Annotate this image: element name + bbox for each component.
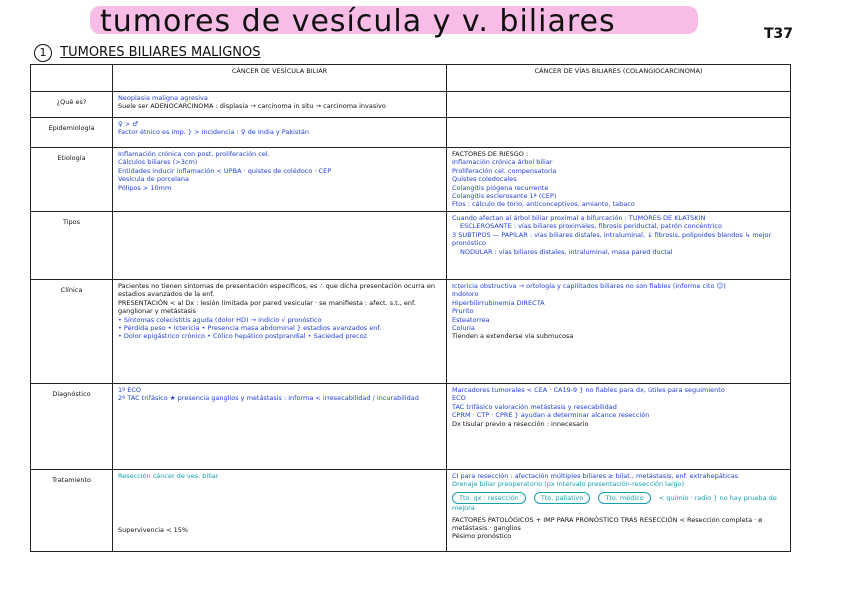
row-clin bbox=[31, 280, 791, 384]
row-tipos bbox=[31, 212, 791, 280]
cell-tipos-right: Cuando afectan al árbol biliar proximal a bifurcación : TUMORES DE KLATSKIN ESCLEROSANTE : vías biliares proximales, fibrosis periductal, patrón concéntrico 3 SUBTIPOS — PAPILAR : vías biliares distales, intraluminal, ↓ fibrosis, polipoides blandos ↳ mejor pronóstico NODULAR : vías biliares distales, intraluminal, masa pared ductal bbox=[447, 212, 791, 280]
cell-etio-left: Inflamación crónica con post. proliferación cel. Cálculos biliares (>3cm) Entidades inducir inflamación < UPBA · quistes de colédoco · CEP Vesícula de porcelana Pólipos > 10mm bbox=[113, 148, 447, 212]
row-trat bbox=[31, 470, 791, 552]
table-header-row bbox=[31, 65, 791, 92]
comparison-table bbox=[30, 64, 791, 552]
row-label-etio: Etiología bbox=[31, 148, 113, 212]
header-empty bbox=[31, 65, 113, 92]
row-que bbox=[31, 92, 791, 118]
cell-que-left: Neoplasia maligna agresiva Suele ser ADENOCARCINOMA : displasia → carcinoma in situ → carcinoma invasivo bbox=[113, 92, 447, 118]
page-title: tumores de vesícula y v. biliares bbox=[100, 4, 616, 39]
header-right: CÁNCER DE VÍAS BILIARES (COLANGIOCARCINOMA) bbox=[447, 65, 791, 92]
row-label-que: ¿Qué es? bbox=[31, 92, 113, 118]
row-label-epi: Epidemiología bbox=[31, 118, 113, 148]
row-etio bbox=[31, 148, 791, 212]
cell-diag-left: 1º ECO 2º TAC trifásico ★ presencia ganglios y metástasis : informa < irresecabilidad / incurabilidad bbox=[113, 384, 447, 470]
row-label-clin: Clínica bbox=[31, 280, 113, 384]
cell-trat-left: Resección cáncer de ves. biliar Supervivencia < 15% bbox=[113, 470, 447, 552]
row-label-trat: Tratamiento bbox=[31, 470, 113, 552]
cell-epi-right bbox=[447, 118, 791, 148]
cell-diag-right: Marcadores tumorales < CEA · CA19-9 } no fiables para dx, útiles para seguimiento ECO TAC trifásico valoración metástasis y resecabilidad CPRM · CTP · CPRE } ayudan a determinar alcance resección Dx tisular previo a resección : innecesario bbox=[447, 384, 791, 470]
section-number: 1 bbox=[34, 44, 52, 62]
treatment-surgery-pill: Tto. qx : resección bbox=[452, 492, 526, 504]
header-left: CÁNCER DE VESÍCULA BILIAR bbox=[113, 65, 447, 92]
row-label-tipos: Tipos bbox=[31, 212, 113, 280]
row-label-diag: Diagnóstico bbox=[31, 384, 113, 470]
cell-etio-right: FACTORES DE RIESGO : Inflamación crónica árbol biliar Proliferación cel. compensatoria Quistes coledocales Colangitis piógena recurrente Colangitis esclerosante 1ª (CEP) Ftos : cálculo de torio, anticonceptivos, amianto, tabaco bbox=[447, 148, 791, 212]
section-title: TUMORES BILIARES MALIGNOS bbox=[60, 45, 261, 60]
cell-que-right bbox=[447, 92, 791, 118]
cell-clin-right: Ictericia obstructiva → ortología y capilitados biliares no son fiables (informe cito ☺) Indoloro Hiperbilirrubinemia DIRECTA Prurito Esteatorrea Coluria Tienden a extenderse vía submucosa bbox=[447, 280, 791, 384]
cell-tipos-left bbox=[113, 212, 447, 280]
row-epi bbox=[31, 118, 791, 148]
cell-clin-left: Pacientes no tienen síntomas de presentación específicos, es ∴ que dicha presentación ocurra en estadios avanzados de la enf. PRESENTACIÓN < al Dx : lesión limitada por pared vesicular · se manifiesta : afect. s.t., enf. ganglionar y metástasis • Síntomas colecistitis aguda (dolor HD) → indicio √ pronóstico • Pérdida peso • Ictericia • Presencia masa abdominal } estadios avanzados enf. • Dolor epigástrico crónico • Cólico hepático postprandial • Saciedad precoz bbox=[113, 280, 447, 384]
cell-trat-right: CI para resección : afectación múltiples biliares ≥ bilat., metástasis, enf. extrahepáticas Drenaje biliar preoperatorio (px intervalo presentación-resección largo) Tto. qx : resección Tto. paliativo Tto. médico < quimio · radio } no hay prueba de mejora FACTORES PATOLÓGICOS + IMP PARA PRONÓSTICO TRAS RESECCIÓN < Resección completa · ø metástasis · ganglios Pésimo pronóstico bbox=[447, 470, 791, 552]
treatment-medical-pill: Tto. médico bbox=[598, 492, 650, 504]
row-diag bbox=[31, 384, 791, 470]
cell-epi-left: ♀ > ♂ Factor étnico es imp. } > incidencia : ♀ de India y Pakistán bbox=[113, 118, 447, 148]
topic-code: T37 bbox=[764, 26, 794, 42]
section-heading bbox=[34, 44, 261, 62]
treatment-palliative-pill: Tto. paliativo bbox=[534, 492, 590, 504]
